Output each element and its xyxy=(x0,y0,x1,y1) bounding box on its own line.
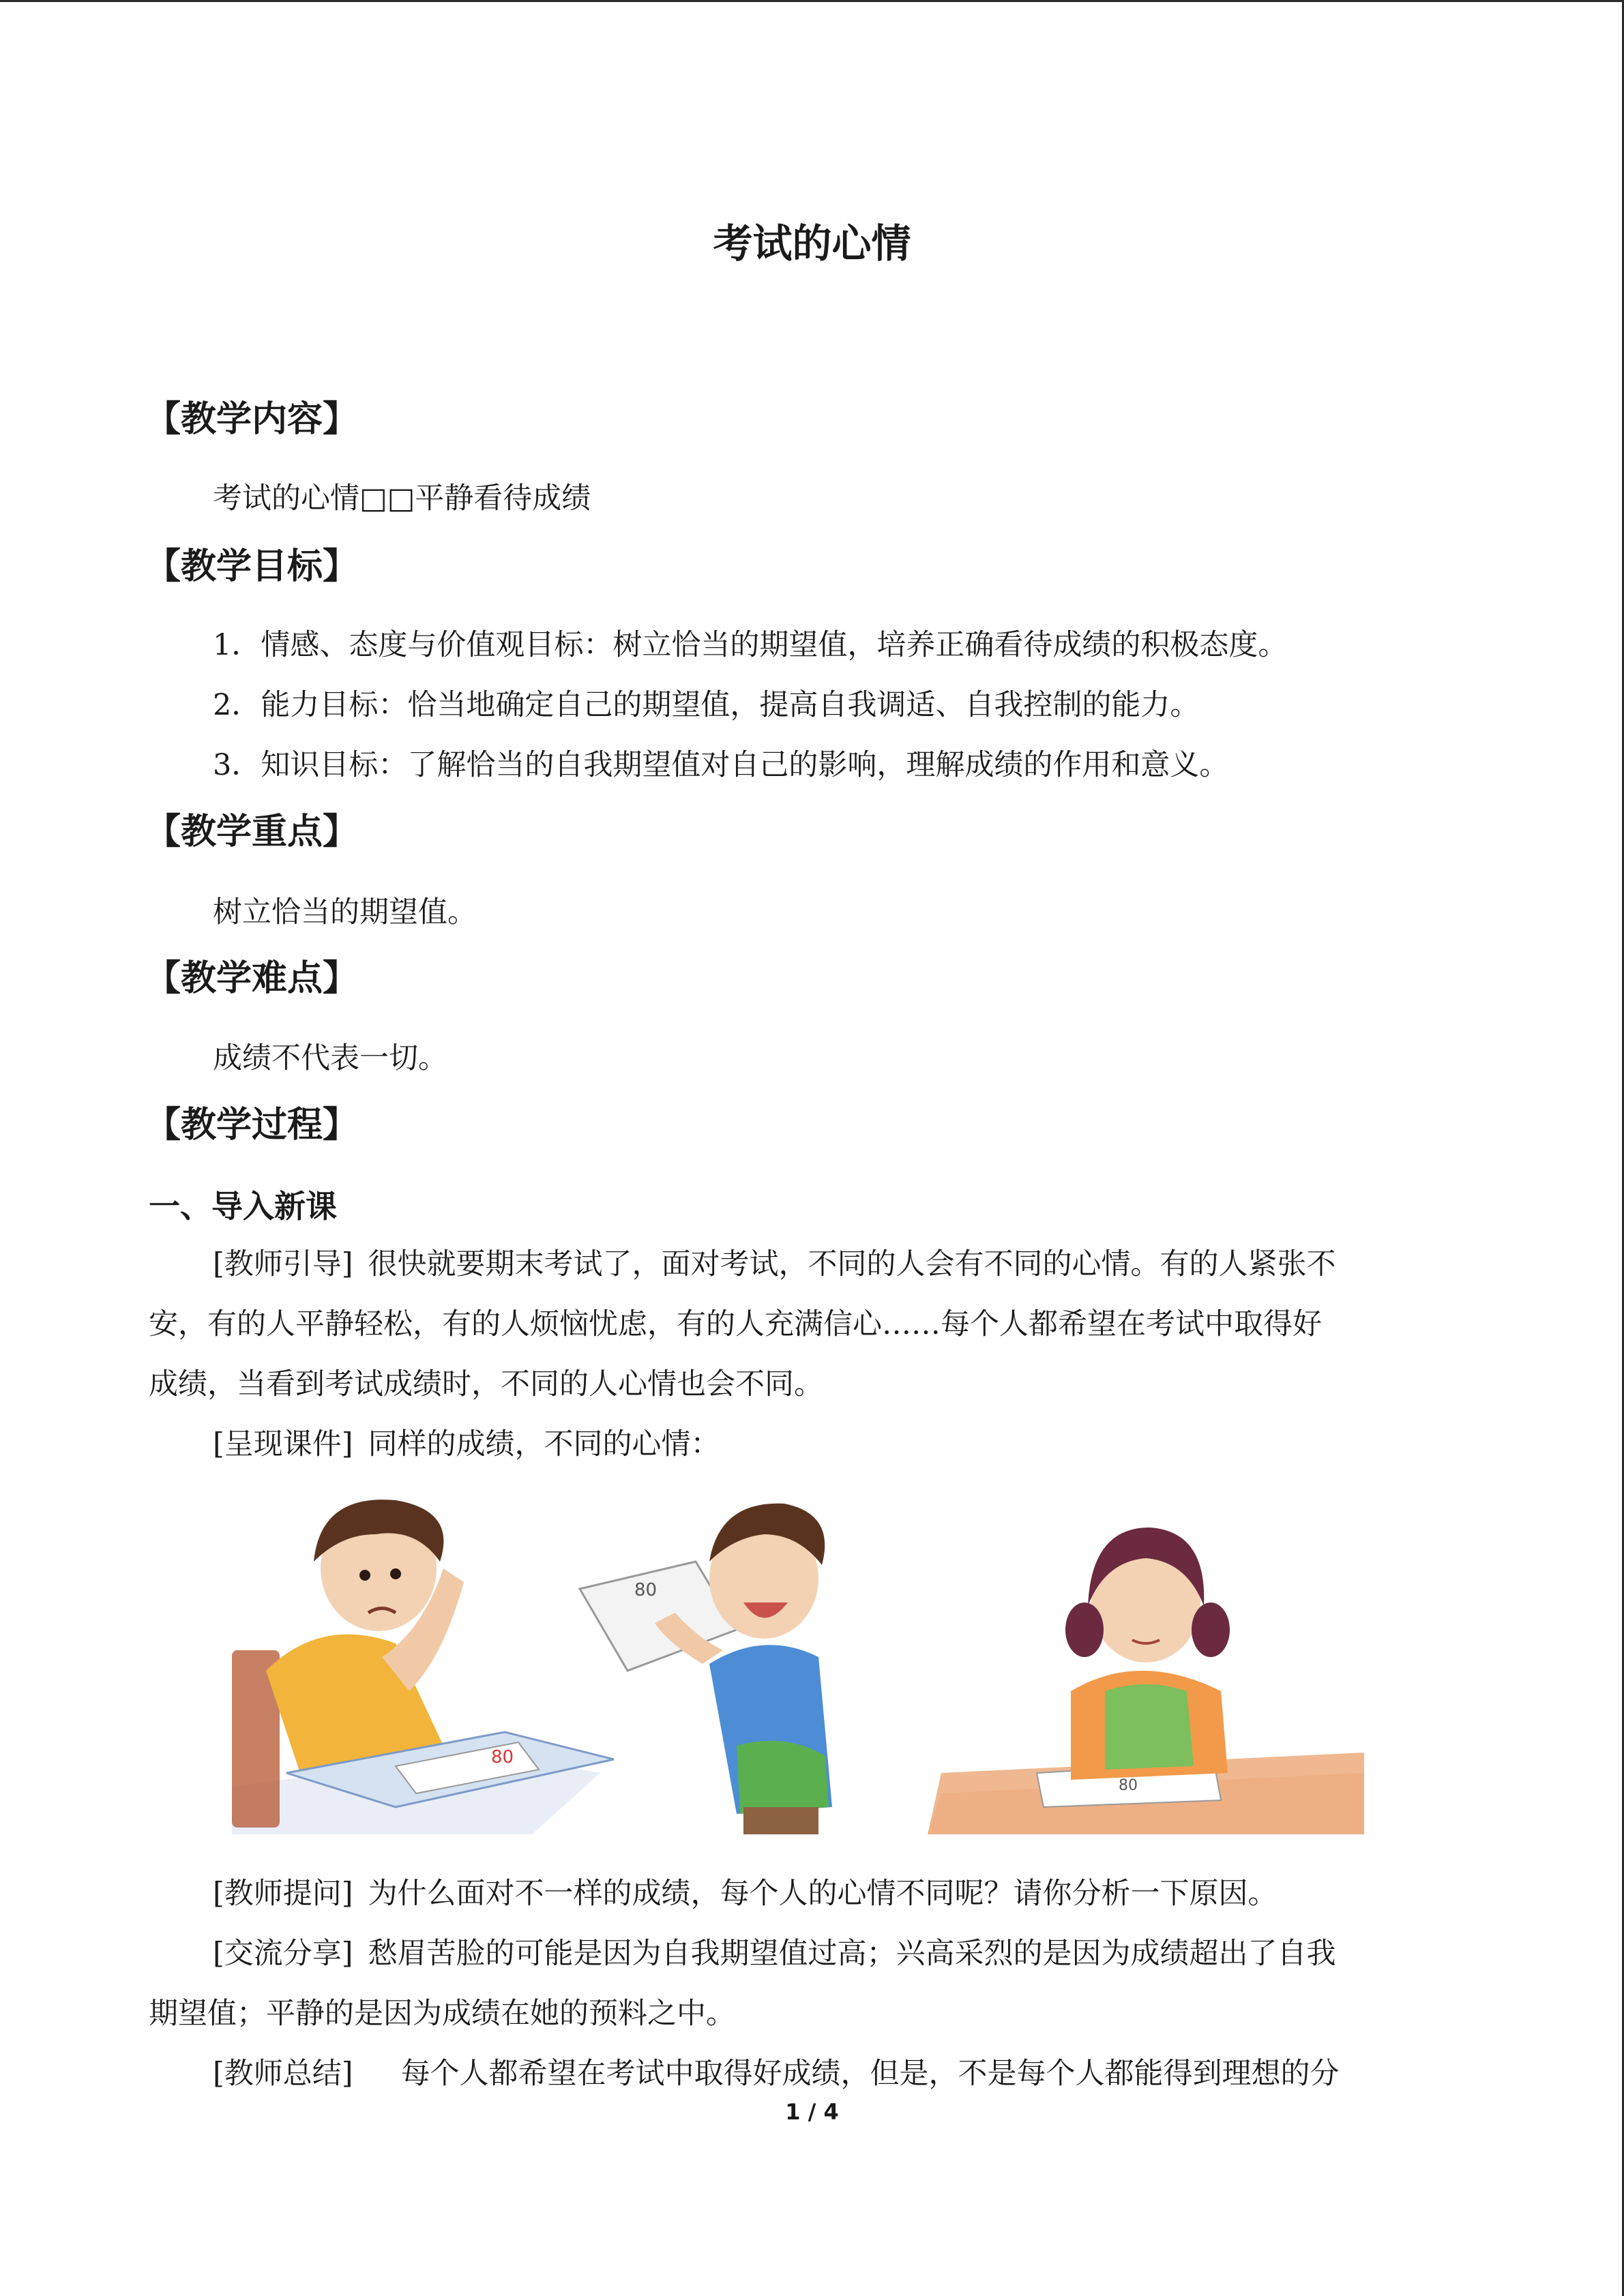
students-reacting-to-grades-illustration xyxy=(218,1487,1378,1834)
calm-student-ponytail-left xyxy=(1065,1602,1104,1657)
happy-student-trousers xyxy=(743,1807,818,1834)
share-line-1 xyxy=(213,1930,1336,1972)
share-tag: [交流分享] xyxy=(213,1937,353,1971)
section-heading-key-points: 【教学重点】 xyxy=(145,811,359,852)
worried-student-eye-left xyxy=(359,1570,370,1581)
page-title: 考试的心情 xyxy=(713,220,911,267)
teacher-summary-tag: [教师总结] xyxy=(213,2057,353,2091)
happy-student-shirt-patch xyxy=(737,1741,829,1814)
section-heading-process: 【教学过程】 xyxy=(145,1105,359,1146)
subsection-heading-intro: 一、导入新课 xyxy=(149,1188,337,1225)
happy-paper-score: 80 xyxy=(634,1580,658,1600)
goal-item-1: 1．情感、态度与价值观目标：树立恰当的期望值，培养正确看待成绩的积极态度。 xyxy=(213,628,1288,662)
teacher-guide-tag: [教师引导] xyxy=(213,1247,353,1281)
goal-item-2: 2．能力目标：恰当地确定自己的期望值，提高自我调适、自我控制的能力。 xyxy=(213,688,1200,722)
share-line-2: 期望值；平静的是因为成绩在她的预料之中。 xyxy=(149,1997,735,2031)
courseware-tag: [呈现课件] xyxy=(213,1427,353,1461)
courseware-text: 同样的成绩，不同的心情： xyxy=(368,1427,720,1461)
section-heading-goals: 【教学目标】 xyxy=(145,546,359,587)
page-border-top xyxy=(0,0,1624,2)
goal-item-3: 3．知识目标：了解恰当的自我期望值对自己的影响，理解成绩的作用和意义。 xyxy=(213,748,1229,782)
teacher-question-tag: [教师提问] xyxy=(213,1877,353,1911)
key-points-text: 树立恰当的期望值。 xyxy=(213,895,477,929)
happy-student xyxy=(580,1504,832,1834)
intro-paragraph-line-2: 安，有的人平静轻松，有的人烦恼忧虑，有的人充满信心……每个人都希望在考试中取得好 xyxy=(149,1307,1322,1341)
question-text: 为什么面对不一样的成绩，每个人的心情不同呢？请你分析一下原因。 xyxy=(368,1877,1278,1911)
content-text: 考试的心情□□平静看待成绩 xyxy=(213,481,591,516)
courseware-line xyxy=(213,1421,720,1463)
page-number: 1 / 4 xyxy=(785,2099,839,2125)
calm-student xyxy=(928,1527,1364,1834)
intro-paragraph-line-1 xyxy=(213,1241,1336,1283)
worried-paper-score: 80 xyxy=(491,1747,514,1768)
share-line-1-text: 愁眉苦脸的可能是因为自我期望值过高；兴高采烈的是因为成绩超出了自我 xyxy=(368,1937,1336,1971)
calm-student-ponytail-right xyxy=(1192,1602,1230,1657)
intro-paragraph-line-3: 成绩，当看到考试成绩时，不同的人心情也会不同。 xyxy=(149,1367,823,1401)
calm-student-vest xyxy=(1105,1684,1194,1770)
calm-paper-score: 80 xyxy=(1119,1777,1138,1794)
summary-line xyxy=(213,2051,1340,2092)
question-line xyxy=(213,1870,1278,1912)
difficulty-text: 成绩不代表一切。 xyxy=(213,1041,447,1075)
section-heading-difficulty: 【教学难点】 xyxy=(145,958,359,999)
intro-line-1-text: 很快就要期末考试了，面对考试，不同的人会有不同的心情。有的人紧张不 xyxy=(368,1247,1336,1281)
worried-student-eye-right xyxy=(390,1568,401,1579)
summary-text: 每个人都希望在考试中取得好成绩，但是，不是每个人都能得到理想的分 xyxy=(400,2057,1340,2091)
section-heading-content: 【教学内容】 xyxy=(145,399,359,440)
